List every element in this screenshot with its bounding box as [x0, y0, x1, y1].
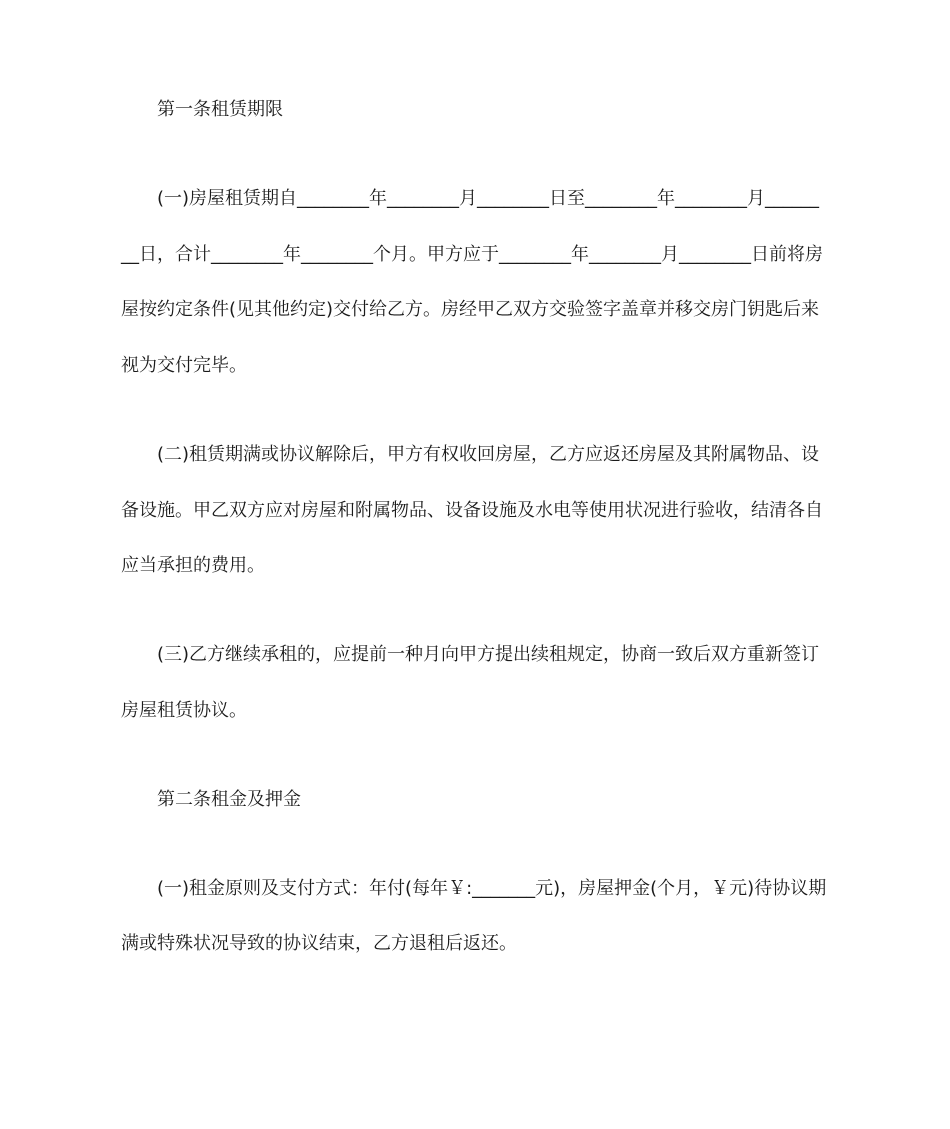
clause-1-1-line-1: (一)房屋租赁期自________年________月________日至________年________月______ [157, 188, 820, 209]
article-2-heading: 第二条租金及押金 [157, 789, 301, 810]
clause-1-2-line-3: 应当承担的费用。 [121, 555, 265, 576]
clause-1-2-line-2: 备设施。甲乙双方应对房屋和附属物品、设备设施及水电等使用状况进行验收，结清各自 [121, 500, 823, 521]
clause-1-1-line-4: 视为交付完毕。 [121, 355, 247, 376]
clause-1-1-line-3: 屋按约定条件(见其他约定)交付给乙方。房经甲乙双方交验签字盖章并移交房门钥匙后来 [121, 299, 820, 320]
clause-1-1-line-2: __日，合计________年________个月。甲方应于________年________月________日前将房 [121, 244, 823, 265]
clause-1-2-line-1: (二)租赁期满或协议解除后，甲方有权收回房屋，乙方应返还房屋及其附属物品、设 [157, 444, 820, 465]
clause-2-1-line-1: (一)租金原则及支付方式：年付(每年￥:_______元)，房屋押金(个月，￥元)待协议期 [157, 878, 827, 899]
clause-1-3-line-2: 房屋租赁协议。 [121, 700, 247, 721]
clause-2-1-line-2: 满或特殊状况导致的协议结束，乙方退租后返还。 [121, 933, 517, 954]
clause-1-3-line-1: (三)乙方继续承租的，应提前一种月向甲方提出续租规定，协商一致后双方重新签订 [157, 644, 820, 665]
article-1-heading: 第一条租赁期限 [157, 99, 283, 120]
